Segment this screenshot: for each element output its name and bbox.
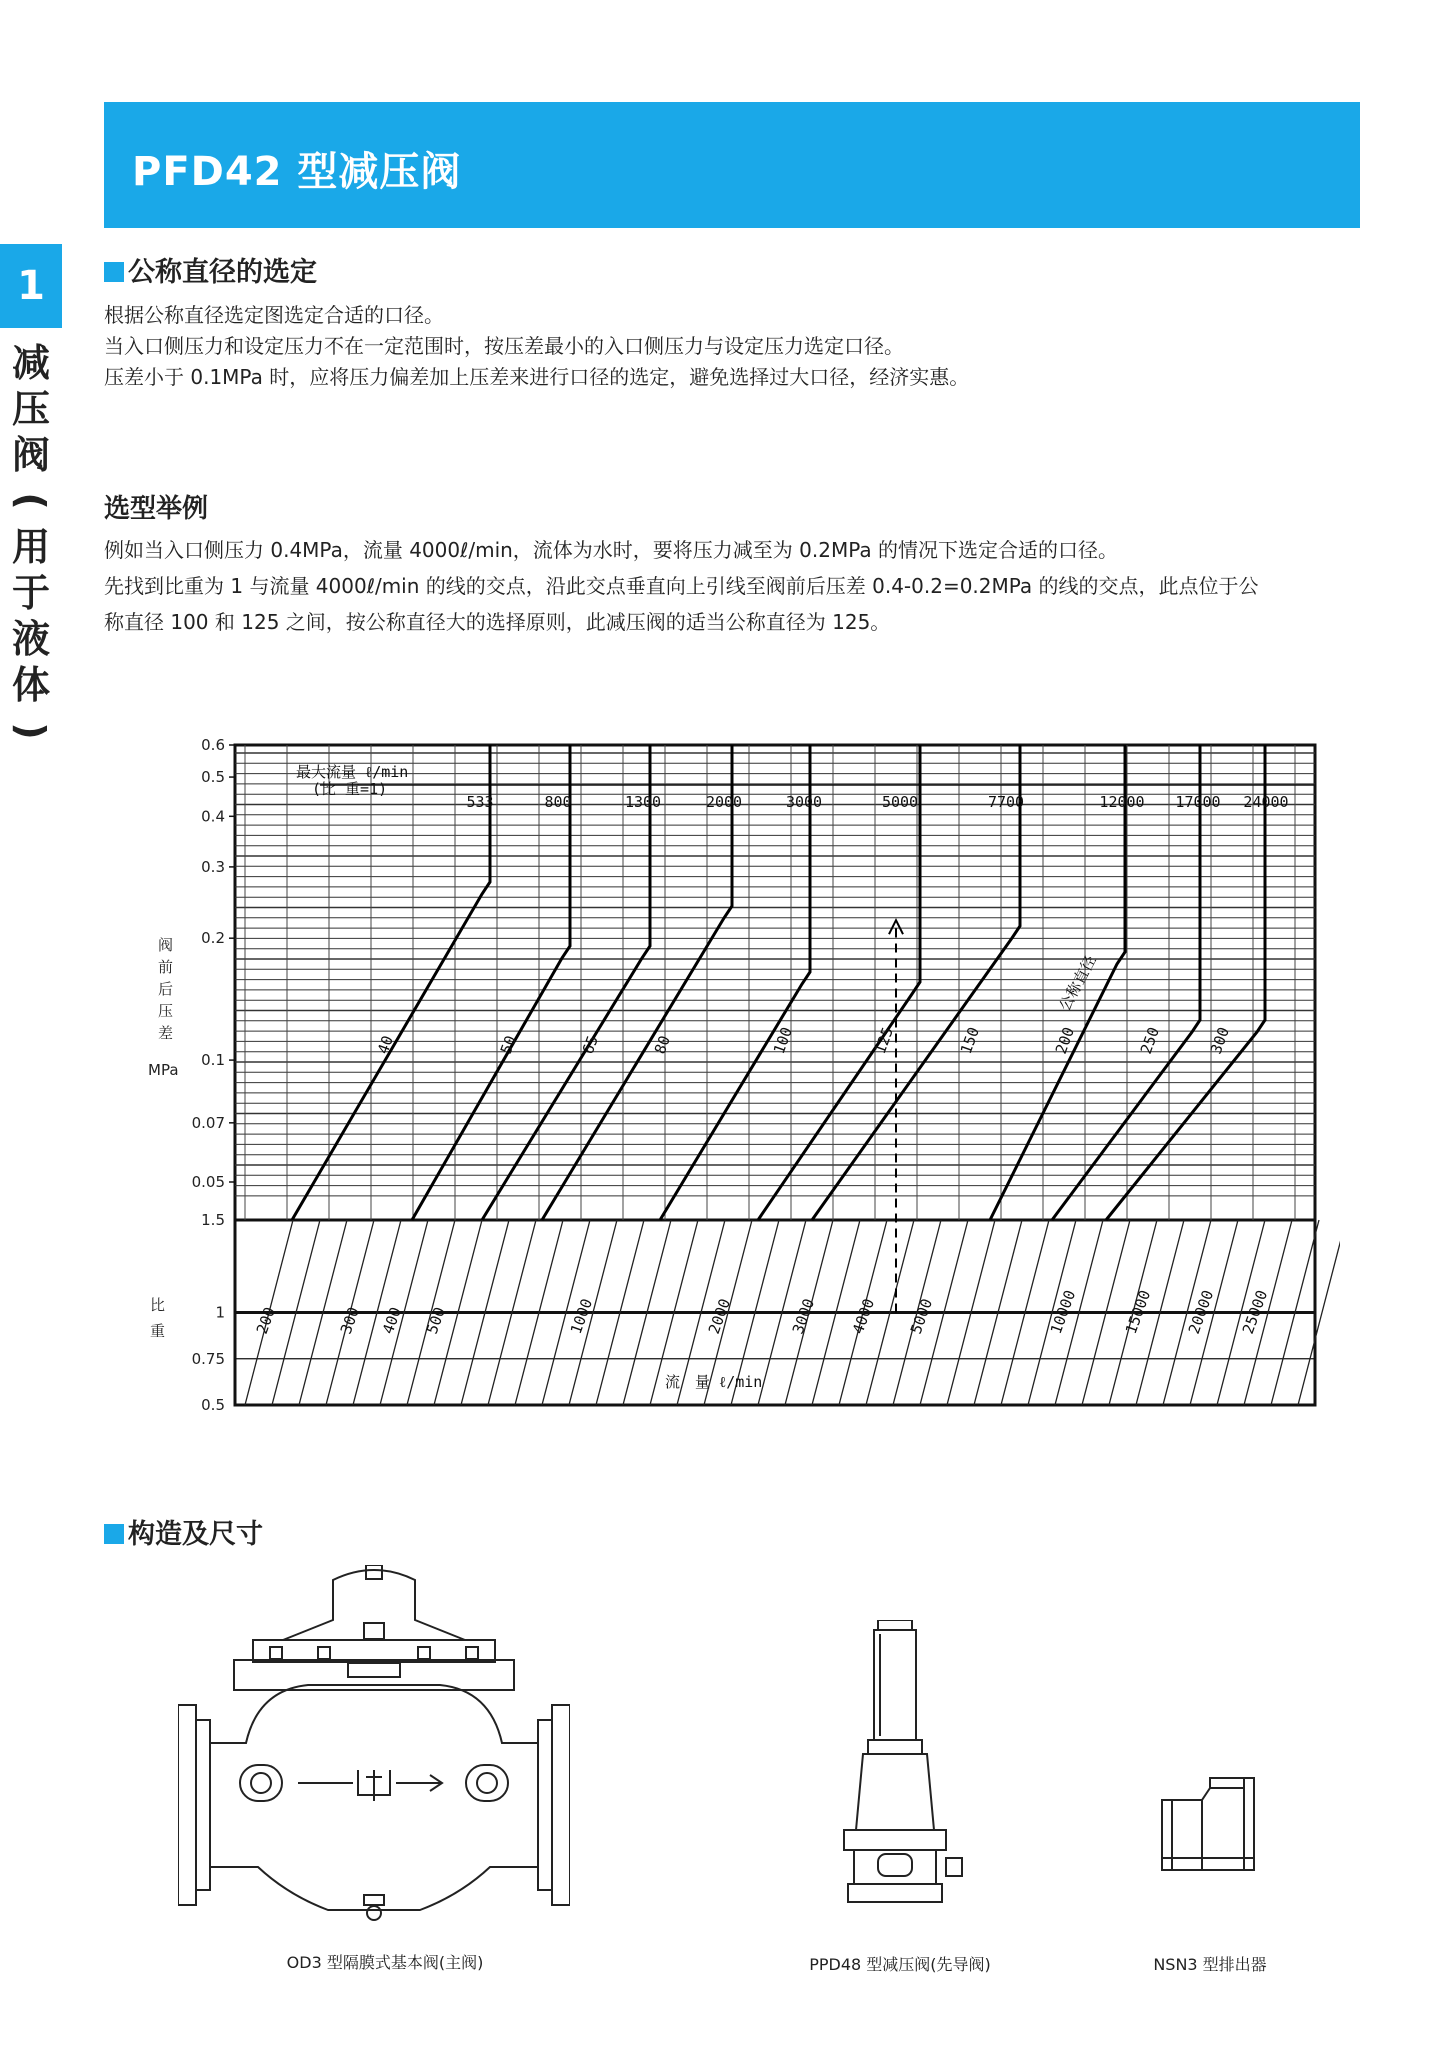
y-tick-label: 0.6 [201, 736, 225, 754]
sg-axis-label-char: 比 [150, 1296, 166, 1314]
y-tick-label: 0.5 [201, 768, 225, 787]
section-heading-structure: 构造及尺寸 [104, 1512, 263, 1551]
flow-tick-label: 400 [378, 1304, 406, 1337]
nominal-diameter-label: 150 [956, 1024, 984, 1057]
chapter-char: 阀 [11, 433, 50, 477]
diameter-curve [482, 745, 650, 1220]
caption-ppd48: PPD48 型减压阀(先导阀) [809, 1955, 991, 1974]
max-flow-value: 12000 [1099, 793, 1145, 811]
chapter-title-vertical [6, 340, 56, 754]
text-line: 例如当入口侧压力 0.4MPa，流量 4000ℓ/min，流体为水时，要将压力减至为 0.2MPa 的情况下选定合适的口径。 [104, 538, 1119, 562]
y-tick-label: 0.2 [201, 929, 225, 948]
chapter-char: ) [9, 722, 53, 740]
chapter-char: 于 [11, 571, 50, 615]
chapter-char: 减 [11, 341, 50, 385]
max-flow-value: 7700 [987, 793, 1025, 811]
chapter-char: 用 [11, 525, 50, 569]
section-heading-selection: 公称直径的选定 [104, 250, 317, 289]
chapter-char: 液 [11, 617, 50, 661]
flow-tick-label: 20000 [1184, 1287, 1218, 1337]
nominal-diameter-label: 65 [578, 1033, 602, 1057]
max-flow-value: 17000 [1175, 793, 1221, 811]
diameter-selection-chart [140, 730, 1340, 1430]
flow-tick-label: 3000 [788, 1296, 819, 1337]
y-axis-unit: MPa [148, 1061, 179, 1079]
y-tick-label: 0.3 [201, 857, 225, 876]
text-line: 称直径 100 和 125 之间，按公称直径大的选择原则，此减压阀的适当公称直径为 125。 [104, 610, 891, 634]
text-line: 压差小于 0.1MPa 时，应将压力偏差加上压差来进行口径的选定，避免选择过大口径，经济实惠。 [104, 365, 970, 389]
diameter-curve [660, 745, 810, 1220]
y-axis-label-char: 压 [158, 1002, 174, 1020]
example-text [104, 532, 1360, 640]
diameter-curve [1106, 745, 1265, 1220]
flow-tick-label: 2000 [704, 1296, 735, 1337]
max-flow-value: 5000 [881, 793, 919, 811]
nsn3-drainer-drawing [1158, 1770, 1278, 1880]
nominal-diameter-label: 80 [650, 1033, 674, 1057]
sg-tick-label: 0.75 [191, 1349, 225, 1368]
flow-tick-label: 300 [336, 1304, 364, 1337]
max-flow-label: 最大流量 ℓ/min [296, 763, 409, 781]
chapter-tab [0, 244, 62, 328]
max-flow-value: 24000 [1243, 793, 1289, 811]
chapter-char: 压 [11, 387, 50, 431]
max-flow-value: 2000 [705, 793, 743, 811]
diameter-curve [292, 745, 490, 1220]
flow-tick-label: 10000 [1046, 1287, 1080, 1337]
chapter-char: 体 [11, 663, 50, 707]
flow-tick-label: 5000 [906, 1296, 937, 1337]
caption-nsn3: NSN3 型排出器 [1153, 1955, 1267, 1974]
chart-marks [245, 745, 1340, 1405]
chapter-number: 1 [17, 263, 45, 309]
bullet-square-icon [104, 1524, 124, 1544]
flow-tick-label: 200 [252, 1304, 280, 1337]
sg-tick-label: 0.5 [201, 1396, 225, 1414]
title-bar [104, 102, 1360, 228]
selection-text [104, 300, 969, 393]
nominal-diameter-title: 公称直径 [1055, 952, 1100, 1014]
flow-tick-label: 500 [422, 1304, 450, 1337]
text-line: 当入口侧压力和设定压力不在一定范围时，按压差最小的入口侧压力与设定压力选定口径。 [104, 334, 904, 358]
sg-tick-label: 1 [215, 1303, 225, 1322]
chart-frame [235, 745, 1315, 1405]
y-axis-label-char: 阀 [158, 936, 174, 954]
y-axis-label-char: 后 [158, 980, 174, 998]
y-axis-label-char: 前 [158, 958, 174, 976]
flow-tick-label: 1000 [566, 1296, 597, 1337]
nominal-diameter-label: 250 [1136, 1024, 1164, 1057]
nominal-diameter-label: 200 [1051, 1024, 1079, 1057]
y-tick-label: 0.07 [191, 1113, 225, 1132]
max-flow-note: (比 重=1) [312, 780, 388, 798]
flow-axis-label: 流 量 ℓ/min [665, 1373, 763, 1391]
y-tick-label: 0.05 [191, 1173, 225, 1191]
text-line: 先找到比重为 1 与流量 4000ℓ/min 的线的交点，沿此交点垂直向上引线至阀前后压差 0.4-0.2=0.2MPa 的线的交点，此点位于公 [104, 574, 1259, 598]
max-flow-value: 3000 [785, 793, 823, 811]
nominal-diameter-label: 100 [769, 1024, 797, 1057]
page-title: PFD42 型减压阀 [132, 149, 462, 195]
sg-axis-label-char: 重 [150, 1322, 166, 1340]
ppd48-valve-drawing [838, 1620, 988, 1905]
y-tick-label: 0.4 [201, 807, 225, 826]
max-flow-value: 533 [466, 793, 494, 811]
nominal-diameter-label: 125 [870, 1024, 898, 1057]
caption-od3: OD3 型隔膜式基本阀(主阀) [286, 1953, 484, 1972]
bullet-square-icon [104, 262, 124, 282]
max-flow-value: 1300 [624, 793, 662, 811]
nominal-diameter-label: 300 [1206, 1024, 1234, 1057]
y-tick-label: 0.1 [201, 1051, 225, 1070]
nominal-diameter-label: 40 [373, 1033, 397, 1057]
example-heading: 选型举例 [104, 494, 209, 524]
text-line: 根据公称直径选定图选定合适的口径。 [104, 303, 444, 327]
diameter-curve [812, 745, 1020, 1220]
max-flow-value: 800 [544, 793, 572, 811]
flow-tick-label: 25000 [1238, 1287, 1272, 1337]
flow-tick-label: 15000 [1121, 1287, 1155, 1337]
od3-valve-drawing [178, 1565, 570, 1940]
nominal-diameter-label: 50 [496, 1033, 520, 1057]
chapter-char: ( [9, 492, 53, 510]
flow-tick-label: 4000 [848, 1296, 879, 1337]
chart-grid [229, 745, 1315, 1405]
y-axis-label-char: 差 [158, 1024, 174, 1042]
sg-tick-label: 1.5 [201, 1211, 225, 1229]
